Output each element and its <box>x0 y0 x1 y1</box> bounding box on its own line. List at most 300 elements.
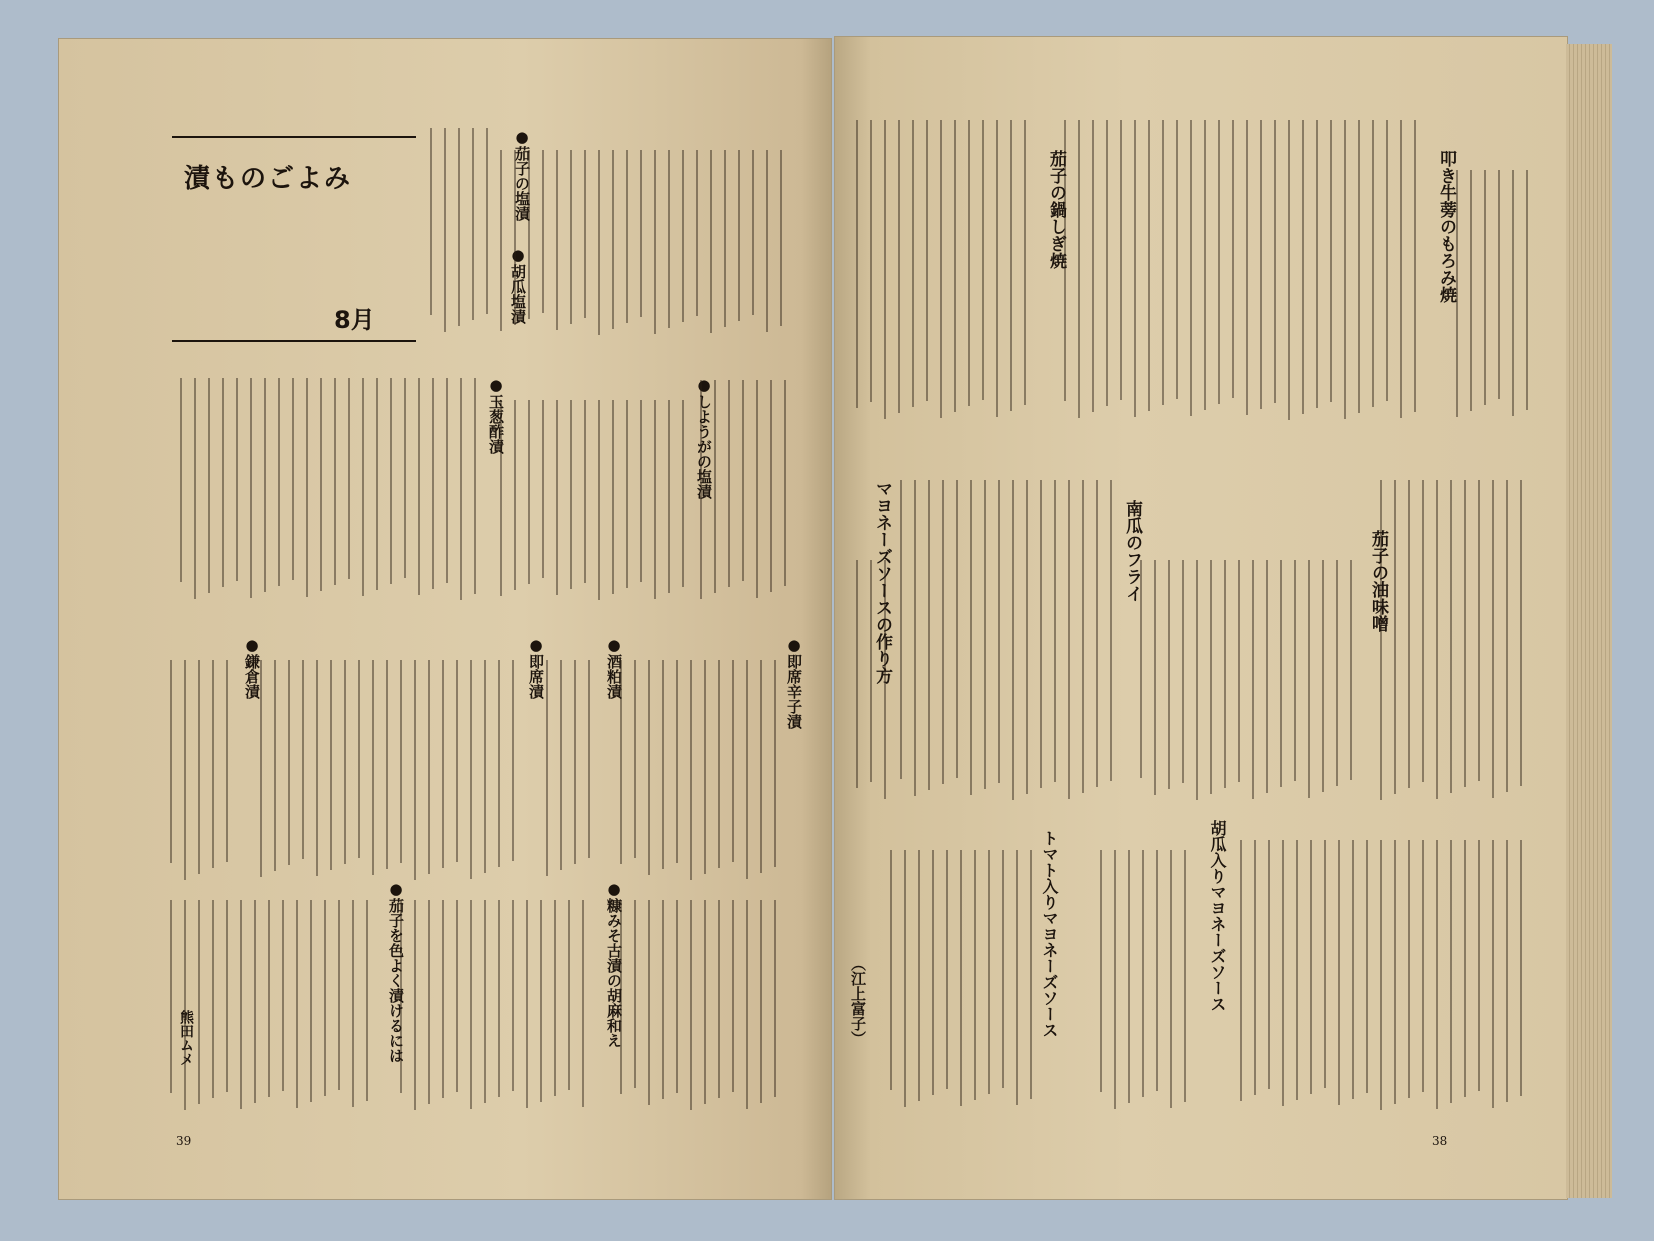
text-line <box>856 560 858 788</box>
text-line <box>320 378 322 591</box>
text-line <box>1128 850 1130 1103</box>
text-line <box>180 378 182 582</box>
text-line <box>1492 480 1494 798</box>
text-line <box>302 660 304 859</box>
text-line <box>260 660 262 877</box>
text-line <box>348 378 350 579</box>
heading: ●しようがの塩漬 <box>695 376 713 499</box>
heading: ●玉葱酢漬 <box>487 376 505 454</box>
text-line <box>344 660 346 864</box>
text-line <box>1266 560 1268 793</box>
heading: マヨネーズソースの作り方 <box>872 480 892 684</box>
heading: ●即席辛子漬 <box>785 636 803 729</box>
text-line <box>1400 120 1402 418</box>
text-line <box>574 660 576 864</box>
text-line <box>1352 840 1354 1099</box>
author-name: （江上富子） <box>849 956 867 1046</box>
text-line <box>1268 840 1270 1089</box>
text-line <box>1184 850 1186 1102</box>
text-line <box>914 480 916 796</box>
text-line <box>1142 850 1144 1097</box>
text-line <box>194 378 196 599</box>
heading: ●胡瓜塩漬 <box>509 246 527 324</box>
text-line <box>570 150 572 324</box>
page-number-right: 38 <box>1432 1134 1448 1148</box>
text-line <box>1154 560 1156 795</box>
text-line <box>1240 840 1242 1101</box>
text-line <box>760 900 762 1103</box>
text-line <box>352 900 354 1107</box>
text-line <box>334 378 336 585</box>
text-line <box>1338 840 1340 1105</box>
text-line <box>1238 560 1240 782</box>
text-line <box>1294 560 1296 781</box>
text-line <box>668 150 670 328</box>
text-line <box>1064 120 1066 401</box>
text-line <box>1394 480 1396 794</box>
text-line <box>460 378 462 600</box>
text-line <box>1492 840 1494 1108</box>
text-line <box>1344 120 1346 419</box>
text-line <box>682 400 684 587</box>
text-line <box>582 900 584 1107</box>
text-line <box>372 660 374 875</box>
text-line <box>1336 560 1338 786</box>
text-line <box>774 660 776 867</box>
text-line <box>442 660 444 868</box>
text-line <box>1478 840 1480 1091</box>
text-line <box>250 378 252 598</box>
text-line <box>358 660 360 858</box>
text-line <box>654 150 656 334</box>
text-line <box>1470 170 1472 411</box>
text-line <box>418 378 420 595</box>
text-line <box>710 150 712 333</box>
text-line <box>1380 840 1382 1110</box>
text-line <box>970 480 972 795</box>
text-line <box>306 378 308 597</box>
text-line <box>198 900 200 1104</box>
text-line <box>540 900 542 1102</box>
text-line <box>556 400 558 595</box>
text-line <box>400 660 402 863</box>
text-line <box>456 660 458 862</box>
text-line <box>278 378 280 586</box>
text-line <box>1324 840 1326 1088</box>
text-line <box>620 900 622 1094</box>
text-line <box>756 380 758 598</box>
text-line <box>310 900 312 1102</box>
text-line <box>568 900 570 1090</box>
text-line <box>222 378 224 587</box>
text-line <box>746 660 748 879</box>
text-line <box>542 400 544 578</box>
text-line <box>662 660 664 869</box>
text-line <box>324 900 326 1096</box>
text-line <box>1506 840 1508 1102</box>
text-line <box>1456 170 1458 417</box>
text-line <box>1464 480 1466 787</box>
text-line <box>960 850 962 1106</box>
text-line <box>428 900 430 1104</box>
heading: ●即席漬 <box>527 636 545 699</box>
text-line <box>956 480 958 778</box>
text-line <box>870 120 872 402</box>
text-line <box>1282 840 1284 1106</box>
text-line <box>1012 480 1014 800</box>
text-line <box>542 150 544 313</box>
text-line <box>1254 840 1256 1095</box>
text-line <box>498 900 500 1097</box>
text-line <box>982 120 984 400</box>
text-line <box>226 660 228 862</box>
text-line <box>1026 480 1028 794</box>
text-line <box>292 378 294 580</box>
text-line <box>1330 120 1332 402</box>
text-line <box>1512 170 1514 416</box>
text-line <box>208 378 210 593</box>
text-line <box>472 128 474 320</box>
text-line <box>640 150 642 317</box>
text-line <box>1414 120 1416 412</box>
text-line <box>1134 120 1136 417</box>
text-line <box>620 660 622 864</box>
text-line <box>484 660 486 873</box>
text-line <box>588 660 590 858</box>
text-line <box>742 380 744 581</box>
text-line <box>1520 840 1522 1096</box>
text-line <box>968 120 970 406</box>
text-line <box>1450 840 1452 1103</box>
text-line <box>676 660 678 863</box>
text-line <box>470 900 472 1109</box>
text-line <box>718 900 720 1098</box>
text-line <box>1224 560 1226 788</box>
text-line <box>414 660 416 880</box>
text-line <box>240 900 242 1109</box>
text-line <box>760 660 762 873</box>
text-line <box>546 660 548 876</box>
text-line <box>1024 120 1026 405</box>
text-line <box>1526 170 1528 410</box>
text-line <box>718 660 720 868</box>
text-line <box>526 900 528 1108</box>
text-line <box>1252 560 1254 799</box>
text-line <box>1316 120 1318 408</box>
text-line <box>700 380 702 599</box>
page-number-left: 39 <box>176 1134 192 1148</box>
author-name: 熊田ムメ <box>178 1010 194 1066</box>
text-line <box>728 380 730 587</box>
text-line <box>856 120 858 408</box>
text-line <box>988 850 990 1094</box>
text-line <box>738 150 740 321</box>
text-line <box>484 900 486 1103</box>
heading: 南瓜のフライ <box>1122 500 1142 602</box>
text-line <box>1274 120 1276 403</box>
text-line <box>1120 120 1122 400</box>
text-line <box>1096 480 1098 787</box>
text-line <box>752 150 754 315</box>
text-line <box>676 900 678 1093</box>
text-line <box>1140 560 1142 778</box>
text-line <box>1162 120 1164 405</box>
text-line <box>456 900 458 1092</box>
text-line <box>648 900 650 1105</box>
heading: 胡瓜入りマヨネーズソース <box>1208 820 1227 1012</box>
text-line <box>996 120 998 417</box>
text-line <box>974 850 976 1100</box>
text-line <box>774 900 776 1097</box>
text-line <box>1218 120 1220 404</box>
text-line <box>942 480 944 784</box>
text-line <box>870 560 872 782</box>
heading: 叩き牛蒡のもろみ焼 <box>1436 150 1456 303</box>
text-line <box>1436 480 1438 799</box>
text-line <box>904 850 906 1107</box>
text-line <box>170 900 172 1093</box>
text-line <box>634 900 636 1088</box>
text-line <box>1204 120 1206 410</box>
text-line <box>1082 480 1084 793</box>
text-line <box>432 378 434 589</box>
text-line <box>1394 840 1396 1104</box>
text-line <box>512 660 514 861</box>
text-line <box>1498 170 1500 399</box>
text-line <box>386 660 388 869</box>
text-line <box>682 150 684 322</box>
text-line <box>458 128 460 326</box>
heading: 茄子の鍋しぎ焼 <box>1046 150 1066 269</box>
text-line <box>474 378 476 594</box>
text-line <box>430 128 432 315</box>
text-line <box>282 900 284 1091</box>
text-line <box>442 900 444 1098</box>
text-line <box>264 378 266 592</box>
text-line <box>1182 560 1184 783</box>
text-line <box>376 378 378 590</box>
text-line <box>898 120 900 413</box>
heading: ●酒粕漬 <box>605 636 623 699</box>
text-line <box>170 660 172 863</box>
text-line <box>690 660 692 880</box>
text-line <box>226 900 228 1092</box>
text-line <box>1078 120 1080 418</box>
text-line <box>1322 560 1324 792</box>
text-line <box>724 150 726 327</box>
text-line <box>390 378 392 584</box>
title-rule-top <box>172 136 416 138</box>
text-line <box>366 900 368 1101</box>
text-line <box>1422 840 1424 1092</box>
text-line <box>1210 560 1212 794</box>
text-line <box>1372 120 1374 407</box>
text-line <box>1260 120 1262 409</box>
text-line <box>1296 840 1298 1100</box>
text-line <box>884 560 886 799</box>
text-line <box>1288 120 1290 420</box>
text-line <box>400 900 402 1093</box>
text-line <box>1450 480 1452 793</box>
text-line <box>954 120 956 412</box>
text-line <box>984 480 986 789</box>
text-line <box>512 900 514 1091</box>
text-line <box>1110 480 1112 781</box>
text-line <box>1478 480 1480 781</box>
text-line <box>1196 560 1198 800</box>
text-line <box>932 850 934 1095</box>
text-line <box>1170 850 1172 1108</box>
text-line <box>570 400 572 589</box>
text-line <box>444 128 446 332</box>
text-line <box>946 850 948 1089</box>
text-line <box>1408 840 1410 1098</box>
text-line <box>514 400 516 590</box>
text-line <box>1114 850 1116 1109</box>
text-line <box>784 380 786 586</box>
text-line <box>1308 560 1310 798</box>
text-line <box>1168 560 1170 789</box>
text-line <box>1436 840 1438 1109</box>
text-line <box>766 150 768 332</box>
text-line <box>1302 120 1304 414</box>
heading: ●茄子の塩漬 <box>513 128 531 221</box>
text-line <box>1002 850 1004 1088</box>
text-line <box>770 380 772 592</box>
text-line <box>732 900 734 1092</box>
text-line <box>1408 480 1410 788</box>
title-rule-bottom <box>172 340 416 342</box>
text-line <box>1190 120 1192 416</box>
text-line <box>500 150 502 331</box>
text-line <box>998 480 1000 783</box>
text-line <box>1350 560 1352 780</box>
text-line <box>668 400 670 593</box>
text-line <box>514 150 516 325</box>
text-line <box>732 660 734 862</box>
text-line <box>268 900 270 1097</box>
text-line <box>1358 120 1360 413</box>
text-line <box>1520 480 1522 786</box>
text-line <box>486 128 488 314</box>
text-line <box>428 660 430 874</box>
text-line <box>560 660 562 870</box>
text-line <box>1030 850 1032 1099</box>
text-line <box>696 150 698 316</box>
text-line <box>528 150 530 319</box>
heading: ●茄子を色よく漬けるには <box>387 880 405 1063</box>
text-line <box>900 480 902 779</box>
text-line <box>648 660 650 875</box>
text-line <box>446 378 448 583</box>
text-line <box>1156 850 1158 1091</box>
text-line <box>1506 480 1508 792</box>
text-line <box>584 400 586 583</box>
text-line <box>556 150 558 330</box>
text-line <box>1380 480 1382 800</box>
text-line <box>926 120 928 401</box>
text-line <box>584 150 586 318</box>
text-line <box>690 900 692 1110</box>
text-line <box>928 480 930 790</box>
text-line <box>662 900 664 1099</box>
text-line <box>184 900 186 1110</box>
text-line <box>1040 480 1042 788</box>
text-line <box>1232 120 1234 398</box>
text-line <box>274 660 276 871</box>
text-line <box>212 900 214 1098</box>
text-line <box>1422 480 1424 782</box>
text-line <box>528 400 530 584</box>
text-line <box>1148 120 1150 411</box>
text-line <box>912 120 914 407</box>
text-line <box>704 660 706 874</box>
text-line <box>330 660 332 870</box>
text-line <box>184 660 186 880</box>
text-line <box>1016 850 1018 1105</box>
text-line <box>498 660 500 867</box>
text-line <box>1092 120 1094 412</box>
text-line <box>1310 840 1312 1094</box>
text-line <box>1068 480 1070 799</box>
text-line <box>338 900 340 1090</box>
text-line <box>1054 480 1056 782</box>
text-line <box>500 400 502 596</box>
text-line <box>554 900 556 1096</box>
text-line <box>404 378 406 578</box>
text-line <box>212 660 214 868</box>
text-line <box>626 150 628 323</box>
text-line <box>414 900 416 1110</box>
text-line <box>612 400 614 594</box>
heading: トマト入りマヨネーズソース <box>1040 830 1059 1038</box>
text-line <box>598 400 600 600</box>
text-line <box>1010 120 1012 411</box>
text-line <box>780 150 782 326</box>
text-line <box>1246 120 1248 415</box>
text-line <box>254 900 256 1103</box>
text-line <box>288 660 290 865</box>
page-edges <box>1566 44 1612 1198</box>
text-line <box>884 120 886 419</box>
text-line <box>1106 120 1108 406</box>
text-line <box>704 900 706 1104</box>
text-line <box>654 400 656 599</box>
heading: 茄子の油味噌 <box>1368 530 1388 632</box>
text-line <box>634 660 636 858</box>
text-line <box>940 120 942 418</box>
text-line <box>746 900 748 1109</box>
text-line <box>1100 850 1102 1092</box>
heading: ●鎌倉漬 <box>243 636 261 699</box>
text-line <box>470 660 472 879</box>
text-line <box>1176 120 1178 399</box>
text-line <box>236 378 238 581</box>
month-label: 8月 <box>334 306 375 334</box>
text-line <box>296 900 298 1108</box>
page-title: 漬ものごよみ <box>184 164 353 194</box>
text-line <box>890 850 892 1090</box>
heading: ●糠みそ古漬の胡麻和え <box>605 880 623 1048</box>
text-line <box>1280 560 1282 787</box>
text-line <box>918 850 920 1101</box>
text-line <box>1484 170 1486 405</box>
text-line <box>316 660 318 876</box>
text-line <box>598 150 600 335</box>
text-line <box>1464 840 1466 1097</box>
text-line <box>640 400 642 582</box>
text-line <box>612 150 614 329</box>
